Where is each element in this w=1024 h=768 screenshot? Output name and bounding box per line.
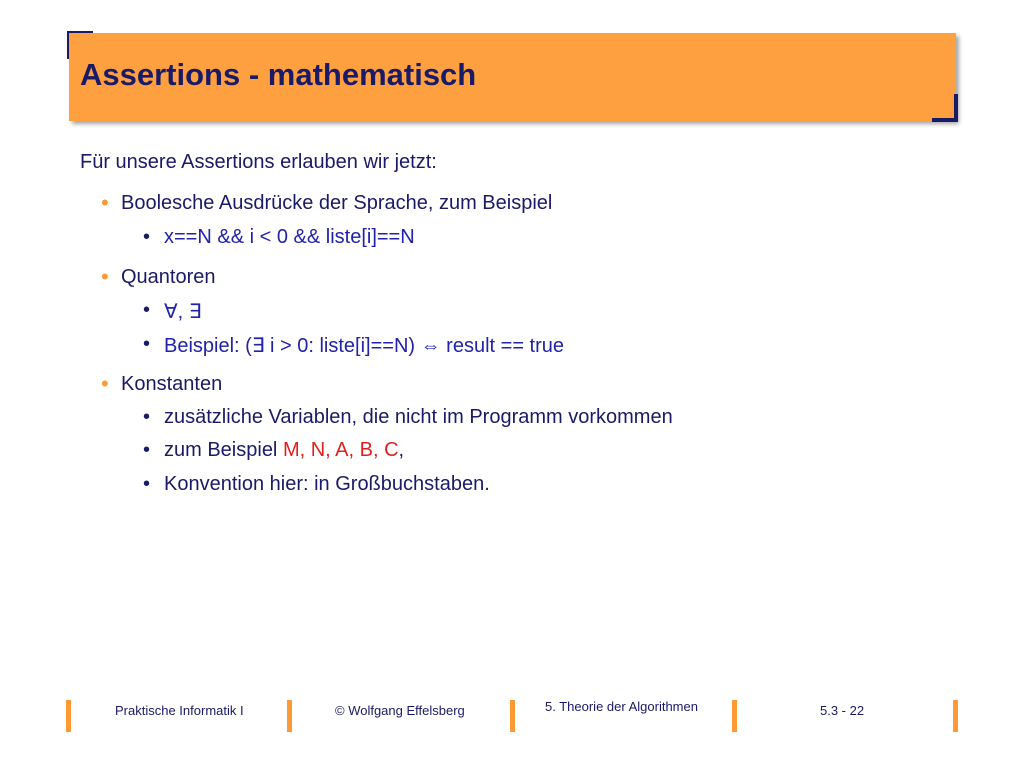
constants-example-letters: M, N, A, B, C xyxy=(282,439,399,461)
section-heading-quantifiers: Quantoren xyxy=(121,266,216,288)
quantifier-symbols: ∀, ∃ xyxy=(164,301,202,323)
bullet-icon: • xyxy=(101,190,109,215)
title-bar xyxy=(69,33,956,121)
constants-example-suffix: , xyxy=(398,439,405,461)
section-heading-constants: Konstanten xyxy=(121,373,223,395)
footer-course: Praktische Informatik I xyxy=(115,703,244,718)
sub-bullet-icon: • xyxy=(143,473,151,495)
sub-bullet-icon: • xyxy=(143,406,151,428)
bullet-icon: • xyxy=(101,371,109,396)
footer-author: © Wolfgang Effelsberg xyxy=(335,703,465,718)
sub-bullet-icon: • xyxy=(143,333,151,355)
section-heading-boolean: Boolesche Ausdrücke der Sprache, zum Beispiel xyxy=(121,192,553,214)
footer-divider xyxy=(287,700,292,732)
footer-divider xyxy=(510,700,515,732)
bullet-icon: • xyxy=(101,264,109,289)
title-bracket-bottom-right-h xyxy=(932,118,958,122)
slide-title: Assertions - mathematisch xyxy=(80,57,477,92)
boolean-example: x==N && i < 0 && liste[i]==N xyxy=(164,226,415,248)
constants-convention: Konvention hier: in Großbuchstaben. xyxy=(164,473,490,495)
sub-bullet-icon: • xyxy=(143,439,151,461)
constants-description: zusätzliche Variablen, die nicht im Programm vorkommen xyxy=(164,406,673,428)
constants-example-prefix: zum Beispiel xyxy=(164,439,283,461)
footer-divider xyxy=(732,700,737,732)
intro-text: Für unsere Assertions erlauben wir jetzt: xyxy=(80,151,437,173)
footer-divider xyxy=(953,700,958,732)
sub-bullet-icon: • xyxy=(143,226,151,248)
sub-bullet-icon: • xyxy=(143,299,151,321)
footer-page-number: 5.3 - 22 xyxy=(820,703,865,718)
constants-example xyxy=(164,439,404,462)
footer-chapter: 5. Theorie der Algorithmen xyxy=(545,699,698,714)
footer-divider xyxy=(66,700,71,732)
quantifier-example: Beispiel: (∃ i > 0: liste[i]==N) ⇔ result == true xyxy=(164,335,565,357)
